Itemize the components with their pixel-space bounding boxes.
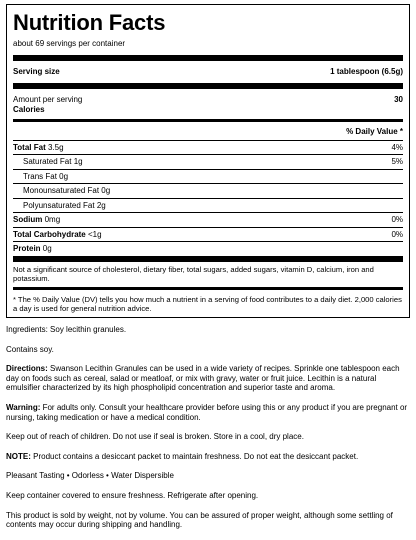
nutrient-amount: 2g xyxy=(96,200,106,210)
nutrient-amount: 0mg xyxy=(44,215,61,225)
nutrient-dv: 5% xyxy=(391,157,403,167)
serving-size-row xyxy=(13,61,403,83)
daily-value-footnote: * The % Daily Value (DV) tells you how much a nutrient in a serving of food contributes to a daily diet. 2,000 calories a day is used for general nutrition advice. xyxy=(13,294,402,313)
note-paragraph xyxy=(6,452,410,462)
daily-value-header: % Daily Value * xyxy=(346,126,403,136)
nutrient-label: Sodium xyxy=(13,215,43,225)
nutrient-label: Polyunsaturated Fat xyxy=(23,200,95,210)
calories-block xyxy=(13,89,403,119)
storage-text: Keep out of reach of children. Do not use if seal is broken. Store in a cool, dry place. xyxy=(6,432,304,442)
nutrient-row xyxy=(13,227,403,242)
features-text: Pleasant Tasting • Odorless • Water Dispersible xyxy=(6,471,174,481)
product-details xyxy=(6,325,410,540)
note-text: Product contains a desiccant packet to maintain freshness. Do not eat the desiccant packet. xyxy=(30,451,359,461)
nutrient-row xyxy=(13,169,403,184)
refrigerate-text: Keep container covered to ensure freshness. Refrigerate after opening. xyxy=(6,490,259,500)
calories-value: 30 xyxy=(394,94,403,104)
calories-label: Calories xyxy=(13,104,45,114)
servings-per-container: about 69 servings per container xyxy=(13,39,126,48)
nutrient-amount: 0g xyxy=(59,171,69,181)
nutrient-label: Monounsaturated Fat xyxy=(23,186,100,196)
warning-text: For adults only. Consult your healthcare provider before using this or any product if you are pregnant or nursing, taking medication or have a medical condition. xyxy=(6,402,408,422)
nutrient-dv: 0% xyxy=(391,215,403,225)
nutrient-dv: 4% xyxy=(391,142,403,152)
nutrient-amount: 0g xyxy=(42,244,52,254)
note-label: NOTE: xyxy=(6,451,31,461)
serving-size-label: Serving size xyxy=(13,66,60,76)
directions-label: Directions: xyxy=(6,364,48,374)
nutrient-label: Protein xyxy=(13,244,41,254)
ingredients-text: Ingredients: Soy lecithin granules. xyxy=(6,325,127,334)
nutrient-label: Total Fat xyxy=(13,142,46,152)
amount-per-serving: Amount per serving xyxy=(13,94,83,104)
contains-text: Contains soy. xyxy=(6,344,54,354)
serving-size-value: 1 tablespoon (6.5g) xyxy=(330,66,403,76)
nutrient-row xyxy=(13,183,403,198)
nutrition-facts-panel xyxy=(6,4,410,318)
nutrient-amount: <1g xyxy=(87,229,102,239)
nutrient-row xyxy=(13,212,403,227)
not-significant-note: Not a significant source of cholesterol, dietary fiber, total sugars, added sugars, vitamin D, calcium, iron and potassium. xyxy=(13,264,374,283)
warning-label: Warning: xyxy=(6,402,41,412)
nutrient-row xyxy=(13,154,403,169)
nutrient-label: Trans Fat xyxy=(23,171,57,181)
warning-paragraph xyxy=(6,403,410,422)
nutrient-label: Total Carbohydrate xyxy=(13,229,86,239)
weight-text: This product is sold by weight, not by volume. You can be assured of proper weight, although some settling of contents may occur during shipping and handling. xyxy=(6,510,393,530)
directions-paragraph xyxy=(6,364,410,393)
nutrient-amount: 3.5g xyxy=(47,142,64,152)
nutrition-facts-title: Nutrition Facts xyxy=(13,10,166,35)
nutrient-row xyxy=(13,241,403,256)
nutrient-amount: 0g xyxy=(101,186,111,196)
nutrient-row xyxy=(13,198,403,213)
nutrient-label: Saturated Fat xyxy=(23,157,72,167)
nutrient-dv: 0% xyxy=(391,229,403,239)
nutrient-table xyxy=(13,140,403,256)
nutrient-row xyxy=(13,140,403,155)
nutrient-amount: 1g xyxy=(73,157,83,167)
directions-text: Swanson Lecithin Granules can be used in a wide variety of recipes. Sprinkle one tablespoon each day on foods such as cereal, salad or meatloaf, or mix with gravy, water or fruit juice. Lecithin is a natural emulsifier characterized by its high phospholipid concentration and superior taste and aroma. xyxy=(6,364,400,393)
